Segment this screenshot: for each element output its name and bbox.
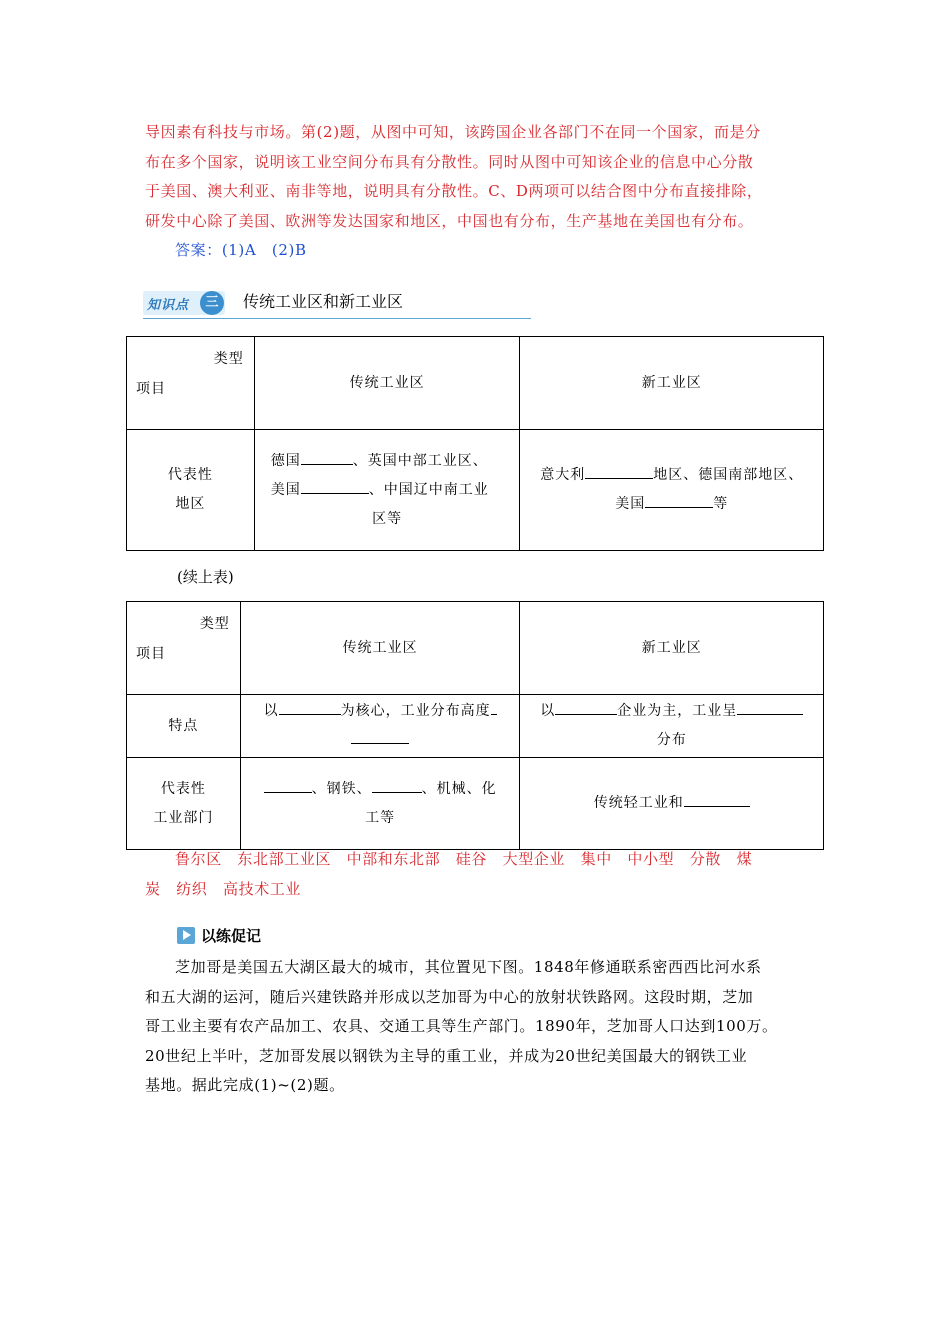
answer-value: (1)A (2)B [221,241,307,259]
explanation-line: 研发中心除了美国、欧洲等发达国家和地区，中国也有分布，生产基地在美国也有分布。 [145,211,754,230]
knowledge-point-heading [143,287,531,319]
fill-blank[interactable] [645,491,713,508]
practice-line: 芝加哥是美国五大湖区最大的城市，其位置见下图。1848年修通联系密西西比河水系 [175,958,762,976]
table-header-corner [127,602,241,695]
traditional-region-cell [254,430,520,551]
fill-blank[interactable] [372,776,422,793]
column-header-traditional: 传统工业区 [254,337,520,430]
cell-text: 、中国辽中南工业 [368,481,489,498]
practice-line: 基地。据此完成(1)~(2)题。 [145,1076,345,1094]
fill-blank[interactable] [301,448,353,465]
fill-blank[interactable] [737,698,803,715]
traditional-department-cell [240,758,520,850]
row-label-line: 代表性 [160,780,206,797]
cell-text: 传统轻工业和 [593,795,684,811]
knowledge-point-badge-text: 知识点 [147,298,190,313]
cell-text: 德国 [270,452,301,469]
cell-text: 意大利 [540,467,586,483]
column-header-new: 新工业区 [520,602,824,695]
cell-text: 以 [263,703,279,719]
answer-line [145,236,813,266]
cell-text: 等 [713,496,729,512]
cell-text: 、机械、化 [421,780,497,797]
row-label-feature: 特点 [127,695,241,758]
practice-title: 以练促记 [201,928,262,945]
fill-blank[interactable] [279,698,341,715]
fill-blank[interactable] [585,462,653,479]
knowledge-point-title: 传统工业区和新工业区 [243,294,404,311]
row-label-line: 工业部门 [153,809,214,826]
comparison-table-1 [126,336,824,551]
header-item-label: 项目 [136,646,166,662]
header-type-label: 类型 [199,616,230,632]
cell-text: 以 [540,703,556,719]
answer-label: 答案： [175,241,222,259]
cell-text: 企业为主，工业呈 [617,703,738,719]
heading-underline [143,318,531,319]
continued-label: (续上表) [177,568,234,586]
explanation-line: 布在多个国家，说明该工业空间分布具有分散性。同时从图中可知该企业的信息中心分散 [145,152,754,171]
cell-text: 地区、德国南部地区、 [653,467,804,483]
column-header-traditional: 传统工业区 [240,602,520,695]
cell-text: 、英国中部工业区、 [352,452,488,469]
row-label-line: 代表性 [167,467,213,483]
fill-blank[interactable] [555,698,617,715]
cell-text: 工等 [365,809,396,826]
explanation-line: 于美国、澳大利亚、南非等地，说明具有分散性。C、D两项可以结合图中分布直接排除， [145,182,763,200]
row-label-department [127,758,241,850]
traditional-feature-cell [240,695,520,758]
cell-text: 美国 [270,481,301,498]
knowledge-point-number: 三 [200,291,224,315]
row-label-line: 地区 [175,496,206,512]
play-icon [177,927,195,944]
knowledge-point-badge [143,291,225,315]
new-department-cell [520,758,824,850]
answers-line: 鲁尔区 东北部工业区 中部和东北部 硅谷 大型企业 集中 中小型 分散 煤 [175,851,753,868]
cell-text: 为核心，工业分布高度 [340,703,491,719]
cell-text: 、钢铁、 [311,780,372,797]
row-label-region [127,430,255,551]
header-item-label: 项目 [136,381,166,397]
explanation-paragraph [145,118,813,266]
cell-text: 美国 [615,496,646,512]
fill-blank[interactable] [684,790,750,807]
answers-line: 炭 纺织 高技术工业 [145,880,302,898]
cell-text: 区等 [372,510,403,527]
new-feature-cell [520,695,824,758]
comparison-table-2 [126,601,824,850]
practice-line: 和五大湖的运河，随后兴建铁路并形成以芝加哥为中心的放射状铁路网。这段时期，芝加 [145,987,754,1006]
answers-block [145,845,813,904]
practice-paragraph [145,953,813,1101]
practice-line: 哥工业主要有农产品加工、农具、交通工具等生产部门。1890年，芝加哥人口达到100万。 [145,1017,778,1035]
new-region-cell [520,430,824,551]
table-header-corner [127,337,255,430]
column-header-new: 新工业区 [520,337,824,430]
fill-blank[interactable] [264,776,312,793]
cell-text: 分布 [656,732,687,748]
fill-blank[interactable] [351,727,409,744]
fill-blank[interactable] [491,698,497,715]
explanation-line: 导因素有科技与市场。第(2)题，从图中可知，该跨国企业各部门不在同一个国家，而是分 [145,123,761,141]
practice-line: 20世纪上半叶，芝加哥发展以钢铁为主导的重工业，并成为20世纪美国最大的钢铁工业 [145,1046,748,1065]
header-type-label: 类型 [213,351,244,367]
fill-blank[interactable] [301,477,369,494]
